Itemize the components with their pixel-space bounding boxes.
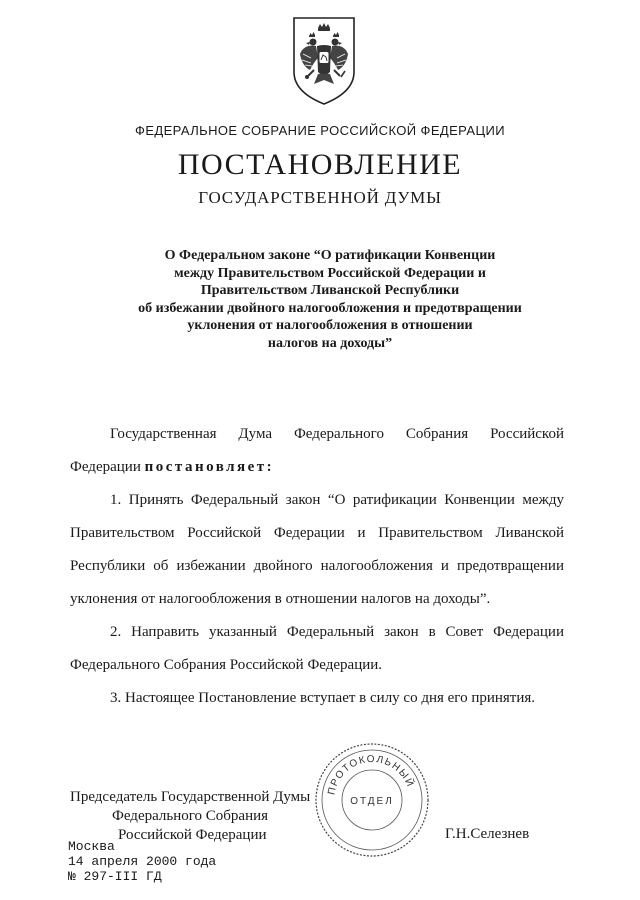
position-line: Федерального Собрания (112, 808, 269, 824)
svg-text:ПРОТОКОЛЬНЫЙ (326, 754, 417, 796)
city: Москва (68, 839, 115, 854)
subject-line: уклонения от налогообложения в отношении (187, 318, 473, 334)
subject-line: О Федеральном законе “О ратификации Конвенции (164, 248, 496, 263)
subject-line: Правительством Ливанской Республики (200, 283, 460, 299)
document-title: ПОСТАНОВЛЕНИЕ (177, 148, 463, 181)
document-number: № 297-III ГД (68, 869, 162, 884)
preamble-paragraph (70, 418, 564, 484)
item-paragraph: 3. Настоящее Постановление вступает в силу со дня его принятия. (110, 690, 536, 706)
position-line: Председатель Государственной Думы (70, 789, 311, 805)
date: 14 апреля 2000 года (68, 854, 217, 869)
subject-line: налогов на доходы” (267, 335, 393, 351)
subject-block (110, 247, 550, 353)
document-subtitle: ГОСУДАРСТВЕННОЙ ДУМЫ (198, 188, 442, 207)
stamp-center-text: ОТДЕЛ (350, 796, 394, 807)
subject-line: между Правительством Российской Федерации и (174, 265, 486, 281)
document-body (70, 418, 564, 715)
double-headed-eagle-icon (290, 14, 358, 106)
signatory-position (70, 788, 310, 845)
subject-line: об избежании двойного налогообложения и предотвращении (138, 300, 522, 316)
signer-name: Г.Н.Селезнев (445, 826, 530, 842)
official-stamp (312, 740, 432, 860)
place-date-number (68, 839, 216, 884)
assembly-header: ФЕДЕРАЛЬНОЕ СОБРАНИЕ РОССИЙСКОЙ ФЕДЕРАЦИИ (135, 123, 505, 138)
round-seal-icon (312, 740, 432, 860)
coat-of-arms-emblem (290, 14, 358, 106)
item-paragraph: 1. Принять Федеральный закон “О ратификации Конвенции между Правительством Российской Федерации и Правительством Ливанской Республики об избежании двойного налогообложения и предотвращении уклонения от налогообложения в отношении налогов на доходы”. (70, 492, 564, 607)
decree-word: постановляет: (144, 459, 275, 475)
preamble-text: Государственная Дума Федерального Собрания Российской Федерации (70, 426, 564, 475)
stamp-ring-text: ПРОТОКОЛЬНЫЙ (326, 753, 416, 796)
position-line: Российской Федерации (118, 827, 267, 843)
item-paragraph: 2. Направить указанный Федеральный закон в Совет Федерации Федерального Собрания Российской Федерации. (70, 624, 564, 673)
